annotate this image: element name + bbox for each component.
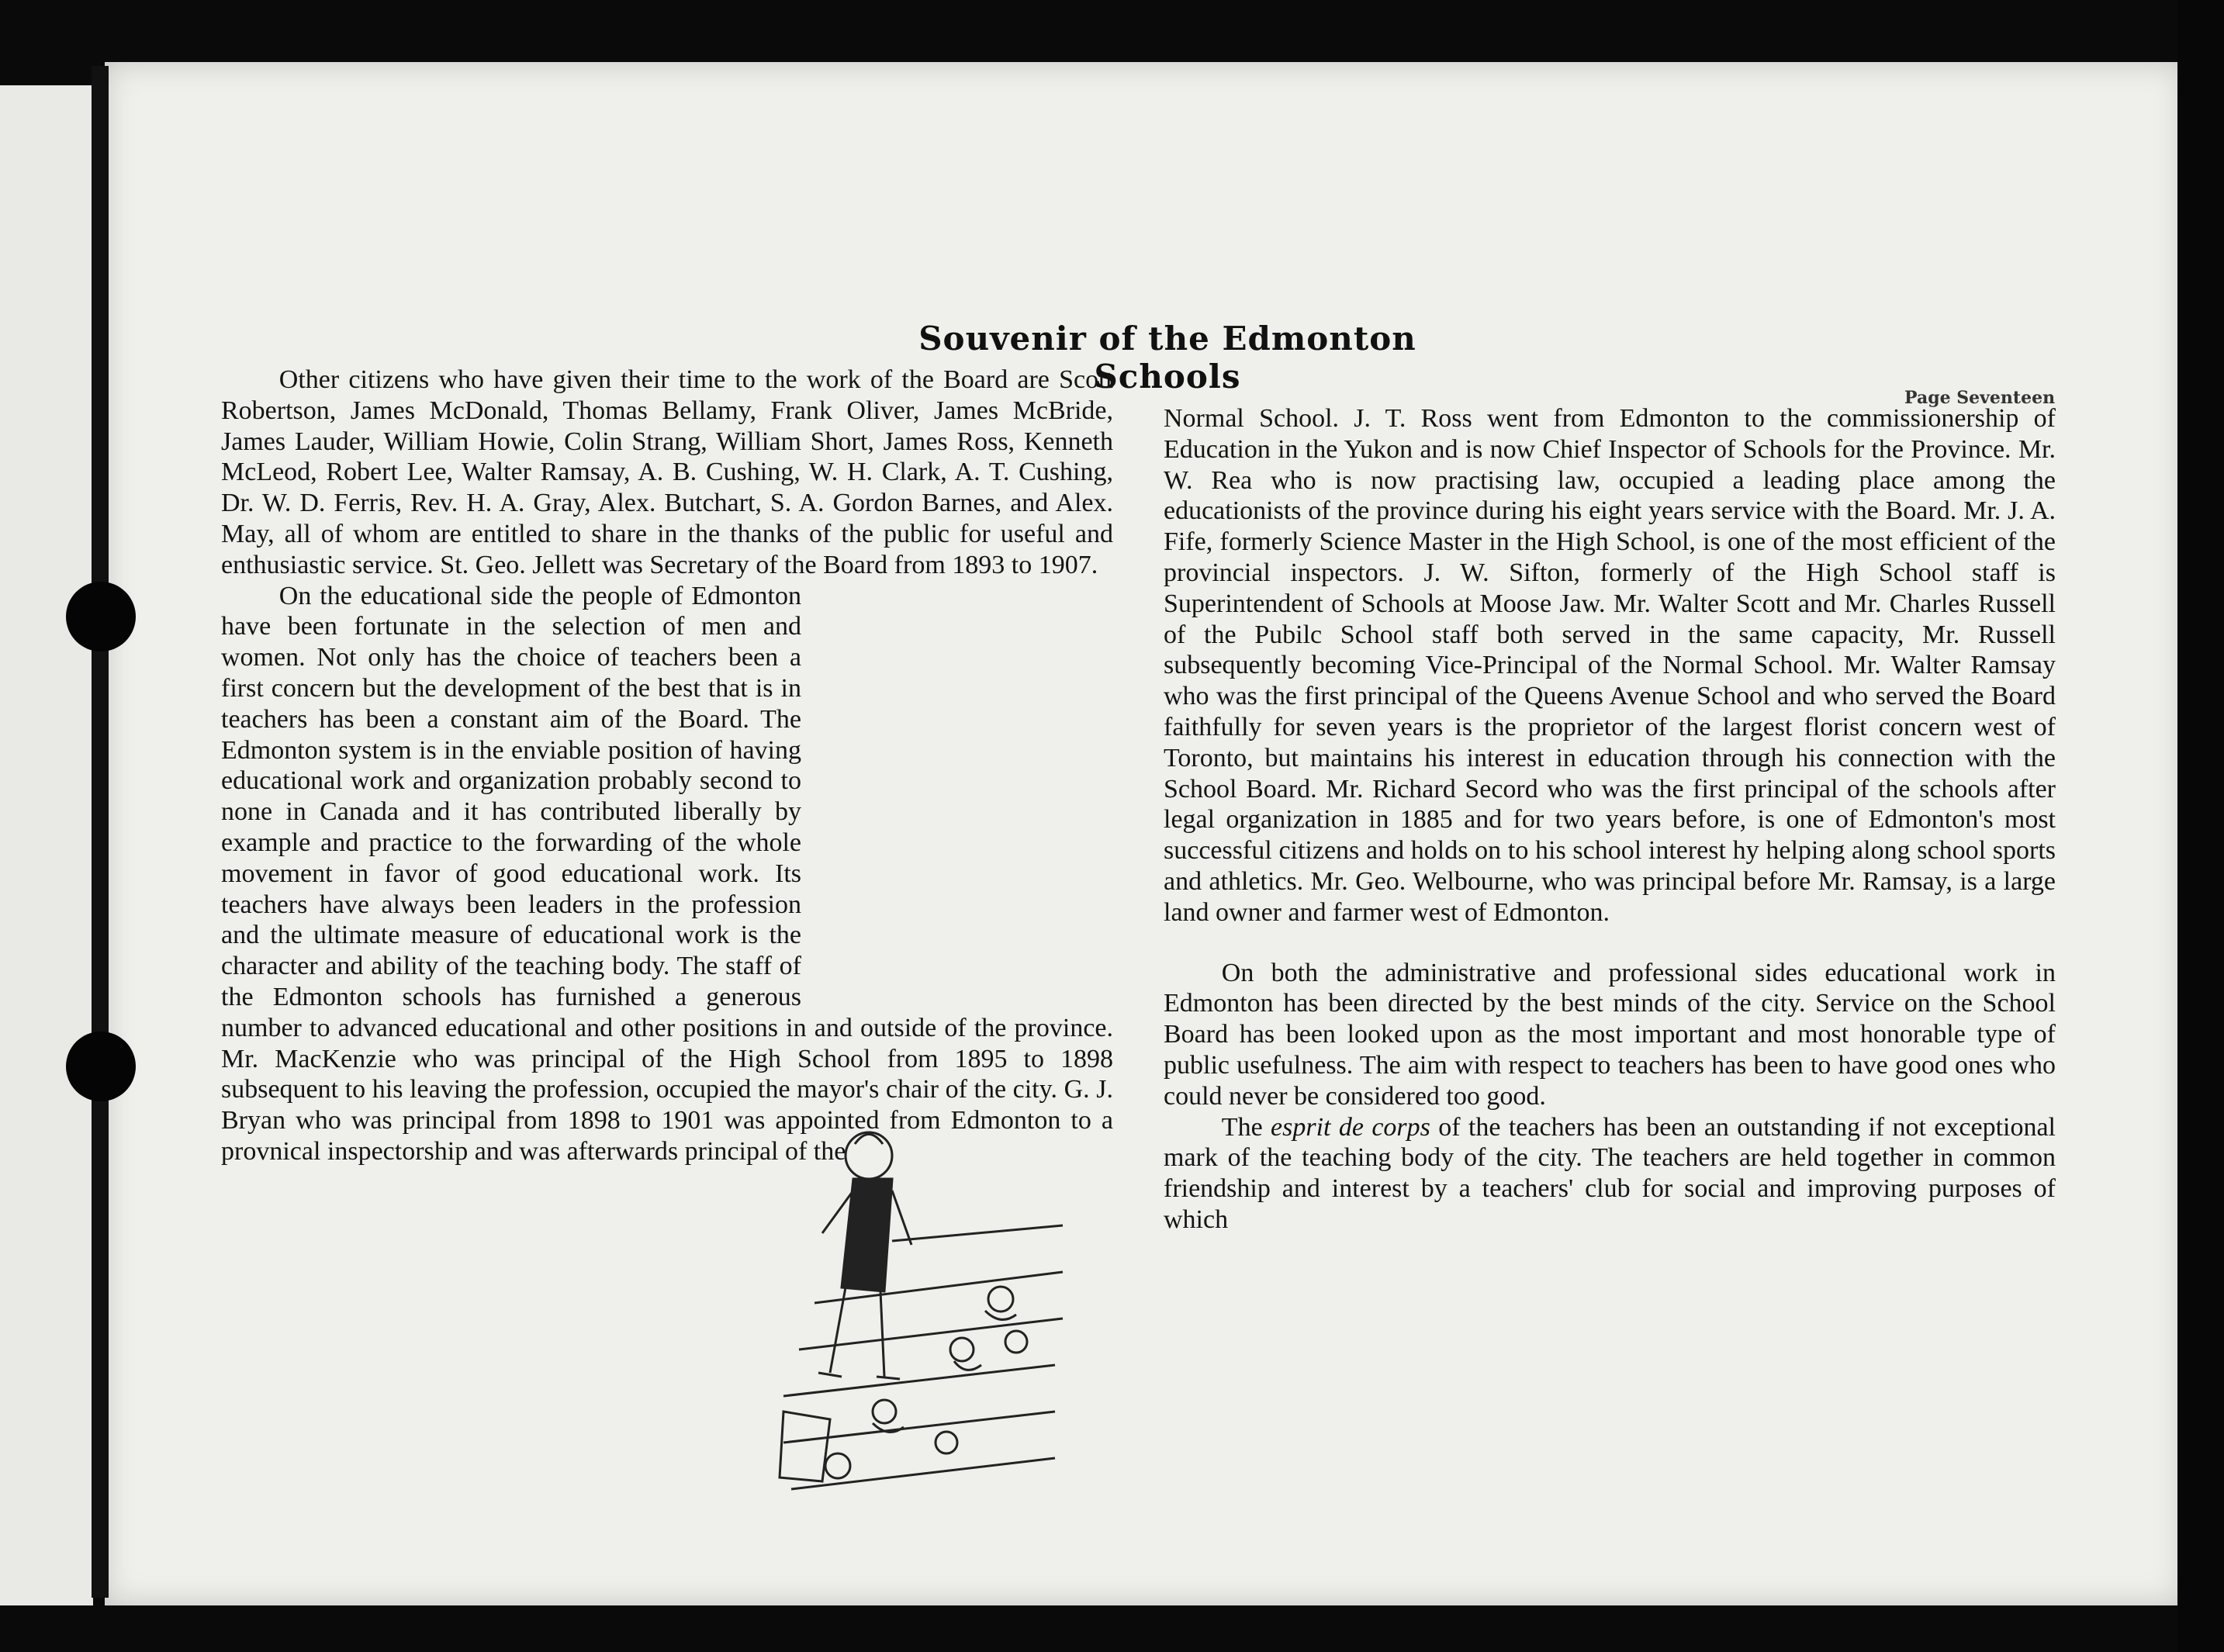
scan-border (2177, 0, 2224, 1652)
italic-phrase: esprit de corps (1271, 1112, 1430, 1142)
paragraph: Normal School. J. T. Ross went from Edmonton to the commissionership of Education in the Yukon and is now Chief Inspector of Schools for the Province. Mr. W. Rea who is now practising law, occupied a leading place among the educationists of the province during his eight years service with the Board. Mr. J. A. Fife, formerly Science Master in the High School, is one of the most efficient of the provincial inspectors. J. W. Sifton, formerly of the High School staff is Superintendent of Schools at Moose Jaw. Mr. Walter Scott and Mr. Charles Russell of the Pubilc School staff both served in the same capacity, Mr. Russell subsequently becoming Vice-Principal of the Normal School. Mr. Walter Ramsay who was the first principal of the Queens Avenue School and who served the Board faithfully for seven years is the proprietor of the largest florist concern west of Toronto, but maintains his interest in education through his connection with the School Board. Mr. Richard Secord who was the first principal of the schools after legal organization in 1885 and for two years before, is one of Edmonton's most successful citizens and holds on to his school interest hy helping along school sports and athletics. Mr. Geo. Welbourne, who was principal before Mr. Ramsay, is a large land owner and farmer west of Edmonton. (1164, 404, 2056, 927)
punch-hole-middle (66, 1032, 136, 1101)
paragraph (1164, 1112, 2056, 1236)
paragraph: Other citizens who have given their time to the work of the Board are Scott Robertson, James McDonald, Thomas Bellamy, Frank Oliver, James McBride, James Lauder, William Howie, Colin Strang, William Short, James Ross, Kenneth McLeod, Robert Lee, Walter Ramsay, A. B. Cushing, W. H. Clark, A. T. Cushing, Dr. W. D. Ferris, Rev. H. A. Gray, Alex. Butchart, S. A. Gordon Barnes, and Alex. May, all of whom are entitled to share in the thanks of the public for useful and enthusiastic service. St. Geo. Jellett was Secretary of the Board from 1893 to 1907. (221, 365, 1113, 579)
binding-edge (92, 66, 109, 1598)
left-page-edge (0, 85, 93, 1605)
page-number: Page Seventeen (1904, 388, 2056, 408)
paragraph-rest: of the teachers has been an outstanding if not exceptional mark of the teaching body of the city. The teachers are held together in common friendship and interest by a teachers' club for social and improving purposes of which (1164, 1112, 2056, 1234)
punch-hole-top (66, 582, 136, 651)
right-column (1164, 403, 2056, 1236)
left-column (221, 365, 1113, 1167)
page-title: Souvenir of the Edmonton Schools (918, 320, 1416, 396)
paragraph: On the educational side the people of Edmonton have been fortunate in the selection of men and women. Not only has the choice of teachers been a first concern but the development of the best that is in teachers has been a constant aim of the Board. The Edmonton system is in the enviable position of having educational work and organization probably second to none in Canada and it has contributed liberally by example and practice to the forwarding of the whole movement in favor of good educational work. Its teachers have always been leaders in the profession and the ultimate measure of educational work is the character and ability of the teaching body. The staff of the Edmonton schools has furnished a generous number to advanced educational and other positions in and outside of the province. Mr. MacKenzie who was principal of the High School from 1895 to 1898 subsequent to his leaving the profession, occupied the mayor's chair of the city. G. J. Bryan who was principal from 1898 to 1901 was appointed from Edmonton to a provnical inspectorship and was afterwards principal of the (221, 581, 1113, 1166)
illustration-space (818, 589, 1121, 992)
paragraph: On both the administrative and professional sides educational work in Edmonton has been directed by the best minds of the city. Service on the School Board has been looked upon as the most important and most honorable type of public usefulness. The aim with respect to teachers has been to have good ones who could never be considered too good. (1164, 958, 2056, 1111)
teacher-classroom-illustration (768, 1117, 1070, 1520)
paragraph-start: The (1221, 1112, 1271, 1142)
